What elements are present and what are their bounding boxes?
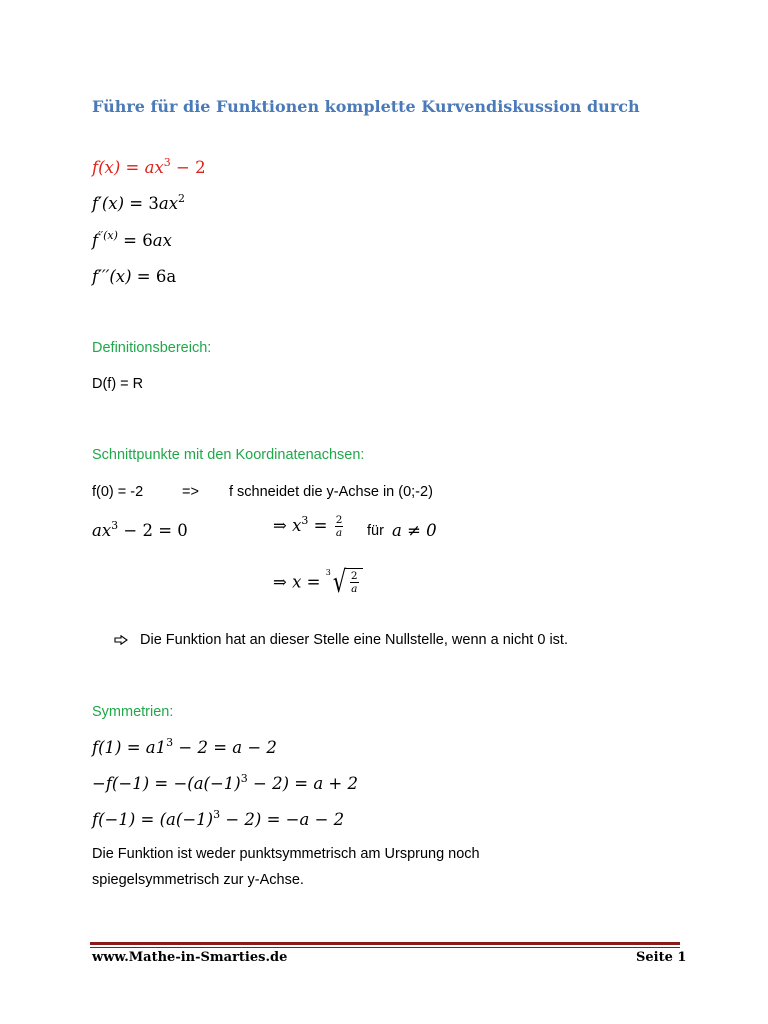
function-f2-coef: 6 [142, 231, 153, 250]
symmetry-conclusion-line-1: Die Funktion ist weder punktsymmetrisch am Ursprung noch [92, 846, 480, 862]
root-radicand [346, 568, 363, 595]
cube-root [325, 565, 363, 600]
section-heading-definition: Definitionsbereich: [92, 340, 212, 356]
root-equation-rest: − 2 = 0 [118, 521, 188, 540]
section-heading-intersections: Schnittpunkte mit den Koordinatenachsen: [92, 447, 365, 463]
function-f3-coef: 6a [155, 267, 177, 286]
nullstelle-note-text: Die Funktion hat an dieser Stelle eine Nullstelle, wenn a nicht 0 ist. [140, 632, 568, 648]
footer-rule-thick [90, 942, 680, 945]
symmetry-line-1-a: f(1) = a1 [92, 738, 167, 757]
symmetry-line-2-exp: 3 [240, 772, 248, 785]
function-f2-sup: ′′(x) [98, 229, 118, 242]
radicand-denominator: a [351, 582, 358, 595]
function-f2-eq: = [117, 231, 143, 250]
function-f3-eq: = [131, 267, 156, 286]
root-index: 3 [325, 567, 331, 577]
implication-1-exp: 3 [301, 514, 309, 527]
radicand-fraction [350, 570, 359, 595]
condition-a-not-zero: a ≠ 0 [392, 521, 437, 540]
function-f1 [92, 194, 185, 213]
symmetry-line-3-a: f(−1) = (a(−1) [92, 810, 214, 829]
symmetry-line-1 [92, 738, 277, 757]
definition-text: D(f) = R [92, 376, 144, 392]
implication-2-pre: ⇒ x = [273, 572, 326, 592]
root-equation-exp: 3 [111, 519, 119, 532]
symmetry-line-2-a: −f(−1) = −(a(−1) [92, 774, 241, 793]
function-f-exp: 3 [163, 156, 171, 169]
function-f2 [92, 231, 172, 250]
radicand-numerator: 2 [350, 569, 358, 582]
function-f [92, 158, 206, 177]
y-intercept-value: f(0) = -2 [92, 484, 144, 500]
symmetry-line-2 [92, 774, 358, 793]
footer-rule-thin [90, 947, 680, 948]
y-intercept-text: f schneidet die y-Achse in (0;-2) [229, 484, 433, 500]
implication-1 [273, 514, 345, 539]
symmetry-line-1-b: − 2 = a − 2 [173, 738, 277, 757]
implication-1-pre: ⇒ x [273, 516, 302, 535]
function-f1-exp: 2 [178, 192, 186, 205]
implication-2 [273, 565, 363, 600]
radical-sign-icon: √ [332, 565, 347, 600]
function-f-rest: − 2 [170, 158, 206, 177]
function-f1-lhs: f′(x) [92, 194, 125, 213]
y-intercept-arrow: => [182, 484, 199, 500]
root-equation [92, 521, 188, 540]
footer-page-number: Seite 1 [636, 950, 687, 965]
nullstelle-note [114, 632, 568, 648]
fraction-denominator: a [335, 527, 343, 539]
function-f1-coef: 3 [148, 194, 159, 213]
symmetry-line-3-b: − 2) = −a − 2 [220, 810, 345, 829]
symmetry-line-3-exp: 3 [213, 808, 221, 821]
fraction-numerator: 2 [335, 514, 343, 526]
function-f3-lhs: f′′′(x) [92, 267, 132, 286]
function-f2-lhs: f [92, 231, 99, 250]
function-f1-term: ax [158, 194, 179, 213]
function-f2-term: ax [152, 231, 172, 250]
symmetry-line-2-b: − 2) = a + 2 [247, 774, 358, 793]
function-f1-eq: = [124, 194, 149, 213]
function-f-term: ax [144, 158, 164, 177]
root-equation-lhs: ax [92, 521, 112, 540]
function-f-lhs: f(x) [92, 158, 121, 177]
page-title: Führe für die Funktionen komplette Kurvendiskussion durch [92, 97, 640, 116]
hollow-arrow-icon [114, 635, 128, 645]
fraction-2-over-a [335, 514, 344, 539]
section-heading-symmetry: Symmetrien: [92, 704, 174, 720]
symmetry-line-3 [92, 810, 344, 829]
function-f-eq: = [120, 158, 145, 177]
condition-label: für [367, 523, 384, 539]
symmetry-line-1-exp: 3 [166, 736, 174, 749]
symmetry-conclusion-line-2: spiegelsymmetrisch zur y-Achse. [92, 872, 304, 888]
implication-1-eq: = [308, 516, 333, 535]
footer-website: www.Mathe-in-Smarties.de [92, 950, 288, 965]
function-f3 [92, 267, 176, 286]
